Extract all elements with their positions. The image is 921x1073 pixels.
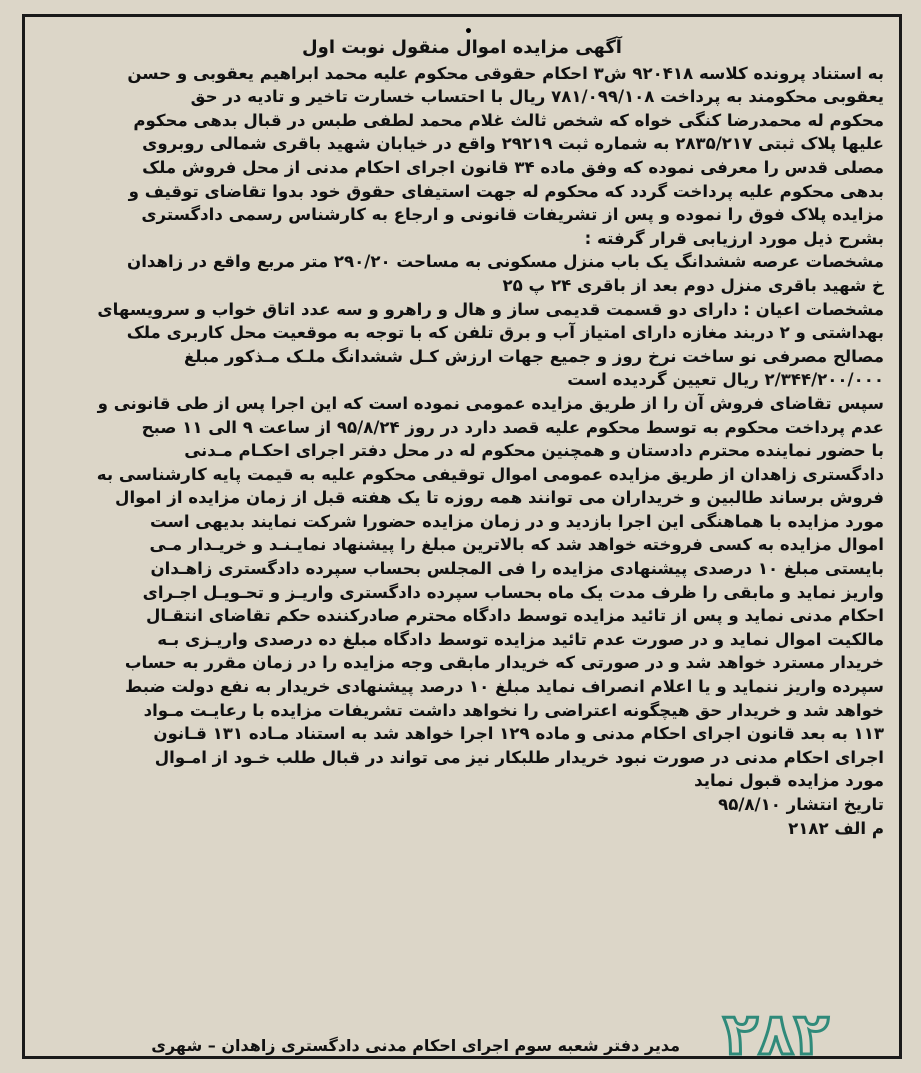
notice-line: مشخصات اعیان : دارای دو قسمت قدیمی ساز و هال و راهرو و سه عدد اتاق خواب و سرویسهای — [97, 299, 884, 319]
notice-body — [40, 36, 884, 840]
notice-line: یعقوبی محکومند به پرداخت ۷۸۱/۰۹۹/۱۰۸ ریال با احتساب خسارت تاخیر و تادیه در حق — [190, 87, 884, 107]
notice-line: محکوم له محمدرضا کنگی خواه که شخص ثالث غلام محمد لطفی طبس در قبال بدهی محکوم — [133, 110, 884, 130]
notice-line: مورد مزایده با هماهنگی این اجرا بازدید و در زمان مزایده حضورا شرکت نمایند بدیهی است — [149, 511, 884, 531]
notice-line: مورد مزایده قبول نماید — [694, 771, 884, 791]
notice-line: احکام مدنی نماید و پس از تائید مزایده توسط دادگاه محترم صادرکننده حکم تقاضای انتقـال — [146, 606, 884, 626]
notice-line: سپس تقاضای فروش آن را از طریق مزایده عمومی نموده است که این اجرا پس از طی قانونی و — [97, 393, 884, 413]
notice-line: ۱۱۳ به بعد قانون اجرای احکام مدنی و ماده ۱۲۹ اجرا خواهد شد به استناد مـاده ۱۳۱ قـانون — [153, 724, 884, 744]
notice-line: عدم پرداخت محکوم به توسط محکوم علیه قصد دارد در روز ۹۵/۸/۲۴ از ساعت ۹ الی ۱۱ صبح — [141, 417, 884, 437]
notice-line: مالکیت اموال نماید و در صورت عدم تائید مزایده توسط دادگاه مبلغ ده درصدی واریـزی بـه — [157, 629, 884, 649]
handwritten-number — [676, 1004, 876, 1066]
notice-line: علیها پلاک ثبتی ۲۸۳۵/۲۱۷ به شماره ثبت ۲۹۲۱۹ واقع در خیابان شهید باقری شمالی روبروی — [142, 134, 884, 154]
notice-line: به استناد پرونده کلاسه ۹۲۰۴۱۸ ش۳ احکام حقوقی محکوم علیه محمد ابراهیم یعقوبی و حسن — [127, 63, 884, 83]
notice-line: مصالح مصرفی نو ساخت نرخ روز و جمیع جهات ارزش کـل ششدانگ ملـک مـذکور مبلغ — [183, 346, 884, 366]
notice-line: خ شهید باقری منزل دوم بعد از باقری ۲۴ پ ۲۵ — [502, 275, 884, 295]
notice-line: بهداشتی و ۲ دربند مغازه دارای امتیاز آب و برق تلفن که با توجه به موقعیت محل کاربری ملک — [126, 323, 884, 343]
notice-line: دادگستری زاهدان از طریق مزایده عمومی اموال توقیفی محکوم علیه به قیمت پایه کارشناسی به — [96, 464, 884, 484]
notice-line: واریز نماید و مابقی را ظرف مدت یک ماه بحساب سپرده دادگستری واریـز و تحـویـل اجـرای — [142, 582, 884, 602]
notice-line: سپرده واریز ننماید و یا اعلام انصراف نماید مبلغ ۱۰ درصد پیشنهادی خریدار به نفع دولت ضبط — [125, 677, 884, 697]
notice-line: خواهد شد و خریدار حق هیچگونه اعتراضی را نخواهد داشت تشریفات مزایده با رعایـت مـواد — [143, 700, 884, 720]
notice-line: بشرح ذیل مورد ارزیابی قرار گرفته : — [584, 228, 884, 248]
notice-line: مشخصات عرصه ششدانگ یک باب منزل مسکونی به مساحت ۲۹۰/۲۰ متر مربع واقع در زاهدان — [127, 252, 884, 272]
notice-text — [40, 62, 884, 793]
notice-line: با حضور نماینده محترم دادستان و همچنین محکوم له در محل دفتر اجرای احکـام مـدنی — [184, 441, 884, 461]
handwritten-number-text: ۲۸۲ — [722, 1004, 830, 1066]
notice-line: ۲/۳۴۴/۲۰۰/۰۰۰ ریال تعیین گردیده است — [567, 370, 884, 390]
notice-code: م الف ۲۱۸۲ — [788, 818, 884, 838]
notice-line: بدهی محکوم علیه پرداخت گردد که محکوم له جهت استیفای حقوق خود بدوا تقاضای توقیف و — [128, 181, 884, 201]
signature-line: مدیر دفتر شعبه سوم اجرای احکام مدنی دادگستری زاهدان – شهری — [151, 1036, 680, 1055]
notice-title: آگهی مزایده اموال منقول نوبت اول — [302, 37, 622, 58]
notice-line: مصلی قدس را معرفی نموده که وفق ماده ۳۴ قانون اجرای احکام مدنی از محل فروش ملک — [142, 157, 884, 177]
publish-date: تاریخ انتشار ۹۵/۸/۱۰ — [718, 795, 884, 814]
notice-line: فروش برساند طالبین و خریداران می توانند همه روزه تا یک هفته قبل از زمان مزایده از اموال — [115, 488, 884, 508]
notice-line: اموال مزایده به کسی فروخته خواهد شد که بالاترین مبلغ را پیشنهاد نمایـنـد و خریـدار مـی — [149, 535, 884, 555]
notice-line: خریدار مسترد خواهد شد و در صورتی که خریدار مابقی وجه مزایده را در زمان مقرر به حساب — [124, 653, 884, 673]
notice-line: بایستی مبلغ ۱۰ درصدی پیشنهادی مزایده را فی المجلس بحساب سپرده دادگستری زاهـدان — [150, 559, 884, 579]
ink-mark: • — [464, 24, 473, 40]
notice-line: مزایده پلاک فوق را نموده و پس از تشریفات قانونی و ارجاع به کارشناس رسمی دادگستری — [141, 205, 884, 225]
notice-line: اجرای احکام مدنی در صورت نبود خریدار طلبکار نیز می تواند در قبال طلب خـود از امـوال — [154, 747, 884, 767]
